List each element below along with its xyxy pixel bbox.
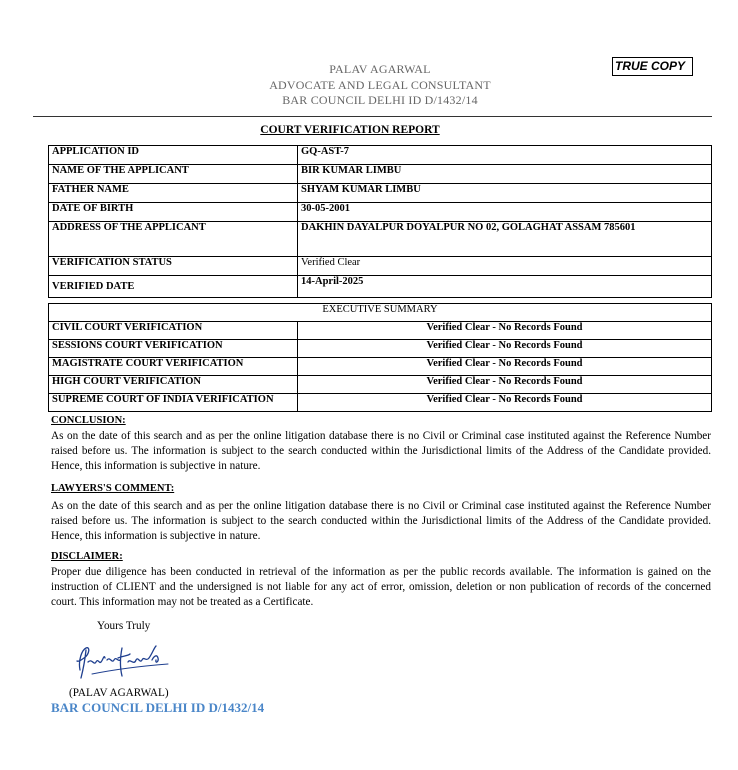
table-row (49, 340, 712, 358)
header-divider (33, 116, 712, 117)
field-value: 30-05-2001 (298, 203, 712, 222)
table-row (49, 358, 712, 376)
court-result: Verified Clear - No Records Found (298, 376, 712, 394)
field-label: VERIFICATION STATUS (49, 257, 298, 276)
table-row (49, 165, 712, 184)
signer-bar-id: BAR COUNCIL DELHI ID D/1432/14 (51, 700, 265, 715)
field-label: VERIFIED DATE (49, 276, 298, 298)
court-result: Verified Clear - No Records Found (298, 358, 712, 376)
field-value: BIR KUMAR LIMBU (298, 165, 712, 184)
table-row (49, 184, 712, 203)
disclaimer-heading: DISCLAIMER: (51, 551, 123, 562)
court-result: Verified Clear - No Records Found (298, 340, 712, 358)
true-copy-stamp: TRUE COPY (612, 57, 693, 76)
table-row (49, 322, 712, 340)
advocate-title: ADVOCATE AND LEGAL CONSULTANT (269, 77, 491, 92)
disclaimer-text: Proper due diligence has been conducted in retrieval of the information as per the public records available. The information is gained on the instruction of CLIENT and the undersigned is not liable for any act of error, omission, deletion or non publication of records of the concerned court. This information may not be treated as a Certificate. (51, 566, 711, 608)
executive-summary-table (48, 303, 712, 412)
court-label: SESSIONS COURT VERIFICATION (49, 340, 298, 358)
report-title: COURT VERIFICATION REPORT (260, 124, 440, 136)
conclusion-text: As on the date of this search and as per the online litigation database there is no Civil or Criminal case instituted against the Reference Number raised before us. The information is subject to the search conducted within the Jurisdictional limits of the Address of the Candidate provided. Hence, this information is subjective in nature. (51, 430, 711, 472)
table-row (49, 222, 712, 257)
closing-salutation: Yours Truly (97, 620, 151, 632)
field-label: NAME OF THE APPLICANT (49, 165, 298, 184)
applicant-table (48, 145, 712, 298)
table-row (49, 304, 712, 322)
table-row (49, 276, 712, 298)
field-label: FATHER NAME (49, 184, 298, 203)
field-value: Verified Clear (298, 257, 712, 276)
table-row (49, 146, 712, 165)
court-label: MAGISTRATE COURT VERIFICATION (49, 358, 298, 376)
court-label: SUPREME COURT OF INDIA VERIFICATION (49, 394, 298, 412)
summary-heading: EXECUTIVE SUMMARY (49, 304, 712, 322)
field-value: DAKHIN DAYALPUR DOYALPUR NO 02, GOLAGHAT ASSAM 785601 (298, 222, 712, 257)
court-result: Verified Clear - No Records Found (298, 322, 712, 340)
field-label: DATE OF BIRTH (49, 203, 298, 222)
court-label: CIVIL COURT VERIFICATION (49, 322, 298, 340)
field-value: 14-April-2025 (298, 276, 712, 298)
court-result: Verified Clear - No Records Found (298, 394, 712, 412)
lawyers-comment-heading: LAWYERS'S COMMENT: (51, 483, 175, 494)
signature-image (72, 640, 172, 684)
field-value: SHYAM KUMAR LIMBU (298, 184, 712, 203)
lawyers-comment-text: As on the date of this search and as per the online litigation database there is no Civil or Criminal case instituted against the Reference Number raised before us. The information is subject to the search conducted within the Jurisdictional limits of the Address of the Candidate provided. Hence, this information is subjective in nature. (51, 500, 711, 542)
conclusion-heading: CONCLUSION: (51, 415, 126, 426)
table-row (49, 394, 712, 412)
field-value: GQ-AST-7 (298, 146, 712, 165)
advocate-bar-id: BAR COUNCIL DELHI ID D/1432/14 (282, 93, 478, 107)
advocate-name: PALAV AGARWAL (329, 62, 431, 76)
table-row (49, 376, 712, 394)
signer-name: (PALAV AGARWAL) (69, 687, 169, 699)
field-label: ADDRESS OF THE APPLICANT (49, 222, 298, 257)
court-label: HIGH COURT VERIFICATION (49, 376, 298, 394)
table-row (49, 203, 712, 222)
field-label: APPLICATION ID (49, 146, 298, 165)
table-row (49, 257, 712, 276)
